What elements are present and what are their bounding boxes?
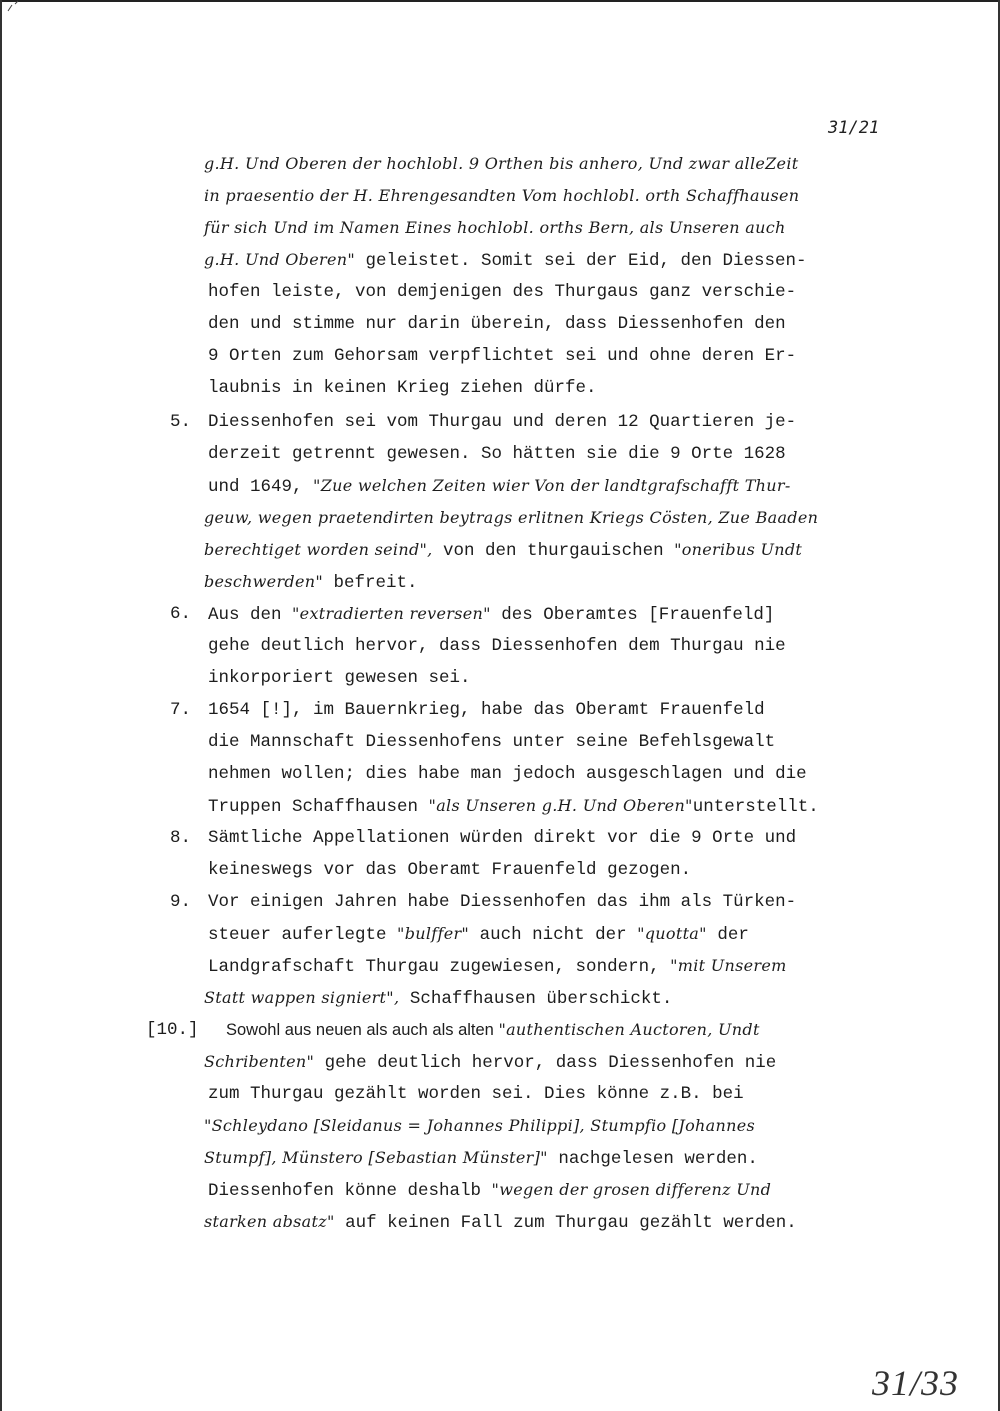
item-9-line-3: Landgrafschaft Thurgau zugewiesen, sondern, "mit Unserem: [208, 956, 787, 977]
item-5-line-3: und 1649, "Zue welchen Zeiten wier Von der landtgrafschafft Thur-: [208, 476, 791, 497]
item-10-line-1: Sowohl aus neuen als auch als alten "authentischen Auctoren, Undt: [226, 1020, 760, 1039]
scan-border-left: [0, 0, 2, 1411]
item-10-line-6: Diessenhofen könne deshalb "wegen der grosen differenz Und: [208, 1180, 772, 1201]
item-number-10: [10.]: [146, 1020, 199, 1040]
intro-line-3: für sich Und im Namen Eines hochlobl. orths Bern, als Unseren auch: [204, 218, 786, 237]
corner-mark: [6, 0, 20, 12]
item-5-line-4: geuw, wegen praetendirten beytrags erlitnen Kriegs Cösten, Zue Baaden: [204, 508, 819, 527]
item-6-line-3: inkorporiert gewesen sei.: [208, 668, 471, 688]
item-number-8: 8.: [170, 828, 192, 848]
item-8-line-1: Sämtliche Appellationen würden direkt vor die 9 Orte und: [208, 828, 797, 848]
item-10-line-2: Schribenten" gehe deutlich hervor, dass Diessenhofen nie: [204, 1052, 777, 1073]
item-number-7: 7.: [170, 700, 192, 720]
item-10-line-3: zum Thurgau gezählt worden sei. Dies könne z.B. bei: [208, 1084, 744, 1104]
scan-border-top: [0, 0, 1000, 2]
item-6-line-2: gehe deutlich hervor, dass Diessenhofen dem Thurgau nie: [208, 636, 786, 656]
item-6-line-1: Aus den "extradierten reversen" des Oberamtes [Frauenfeld]: [208, 604, 775, 625]
item-9-line-2: steuer auferlegte "bulffer" auch nicht der "quotta" der: [208, 924, 749, 945]
item-5-line-1: Diessenhofen sei vom Thurgau und deren 12 Quartieren je-: [208, 412, 797, 432]
item-5-line-6: beschwerden" befreit.: [204, 572, 418, 593]
intro-line-4: g.H. Und Oberen" geleistet. Somit sei der Eid, den Diessen-: [204, 250, 807, 271]
intro-line-1: g.H. Und Oberen der hochlobl. 9 Orthen bis anhero, Und zwar alleZeit: [204, 154, 799, 173]
item-5-line-2: derzeit getrennt gewesen. So hätten sie die 9 Orte 1628: [208, 444, 786, 464]
item-8-line-2: keineswegs vor das Oberamt Frauenfeld gezogen.: [208, 860, 692, 880]
item-number-6: 6.: [170, 604, 192, 624]
item-5-line-5: berechtiget worden seind", von den thurgauischen "oneribus Undt: [204, 540, 803, 561]
item-7-line-3: nehmen wollen; dies habe man jedoch ausgeschlagen und die: [208, 764, 807, 784]
item-7-line-1: 1654 [!], im Bauernkrieg, habe das Oberamt Frauenfeld: [208, 700, 765, 720]
item-10-line-7: starken absatz" auf keinen Fall zum Thurgau gezählt werden.: [204, 1212, 797, 1233]
item-7-line-2: die Mannschaft Diessenhofens unter seine Befehlsgewalt: [208, 732, 776, 752]
item-9-line-4: Statt wappen signiert", Schaffhausen überschickt.: [204, 988, 673, 1009]
item-7-line-4: Truppen Schaffhausen "als Unseren g.H. Und Oberen"unterstellt.: [208, 796, 819, 817]
item-10-line-5: Stumpf], Münstero [Sebastian Münster]" nachgelesen werden.: [204, 1148, 758, 1169]
item-number-9: 9.: [170, 892, 192, 912]
intro-line-6: den und stimme nur darin überein, dass Diessenhofen den: [208, 314, 786, 334]
page-number: 31/21: [828, 118, 880, 138]
item-9-line-1: Vor einigen Jahren habe Diessenhofen das ihm als Türken-: [208, 892, 797, 912]
item-number-5: 5.: [170, 412, 192, 432]
item-10-line-4: "Schleydano [Sleidanus = Johannes Philippi], Stumpfio [Johannes: [204, 1116, 755, 1135]
intro-line-7: 9 Orten zum Gehorsam verpflichtet sei und ohne deren Er-: [208, 346, 797, 366]
archive-stamp: 31/33: [872, 1363, 960, 1403]
intro-line-2: in praesentio der H. Ehrengesandten Vom hochlobl. orth Schaffhausen: [204, 186, 800, 205]
intro-line-5: hofen leiste, von demjenigen des Thurgaus ganz verschie-: [208, 282, 797, 302]
intro-line-8: laubnis in keinen Krieg ziehen dürfe.: [208, 378, 597, 398]
